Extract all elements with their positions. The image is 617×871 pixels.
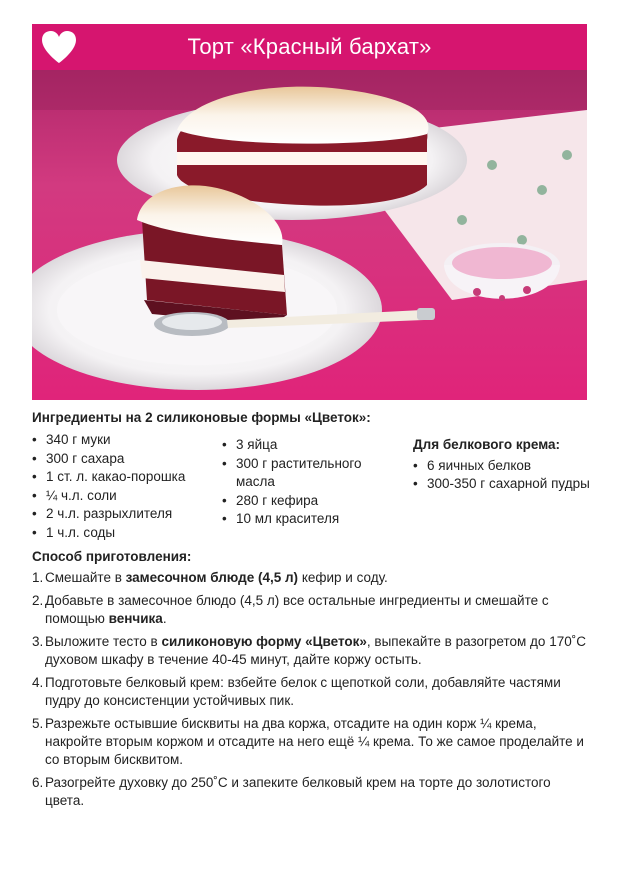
- method-steps: [32, 569, 587, 815]
- ingredients-list-1: [32, 431, 212, 542]
- list-item: • 300-350 г сахарной пудры: [413, 475, 593, 494]
- step-emphasis: силиконовую форму «Цветок»: [161, 634, 367, 649]
- list-item: • 280 г кефира: [222, 492, 397, 511]
- step-text: кефир и соду.: [298, 570, 388, 585]
- list-item: • ¼ ч.л. соли: [32, 487, 212, 506]
- list-item: • 1 ч.л. соды: [32, 524, 212, 543]
- list-item: • 6 яичных белков: [413, 457, 593, 476]
- recipe-header: [32, 24, 587, 70]
- method-step: [32, 715, 587, 769]
- step-text: .: [162, 611, 167, 626]
- list-item: • 1 ст. л. какао-порошка: [32, 468, 212, 487]
- ingredients-heading: Ингредиенты на 2 силиконовые формы «Цветок»:: [32, 410, 371, 425]
- cream-heading: Для белкового крема:: [413, 437, 561, 452]
- list-item: • 300 г сахара: [32, 450, 212, 469]
- step-number: 2.: [32, 593, 44, 608]
- method-heading: Способ приготовления:: [32, 549, 192, 564]
- step-text: Подготовьте белковый крем: взбейте белок с щепоткой соли, добавляйте частями пудру до консистенции устойчивых пик.: [45, 675, 561, 708]
- step-text: Разогрейте духовку до 250˚С и запеките белковый крем на торте до золотистого цвета.: [45, 775, 551, 808]
- list-item: • 300 г растительного масла: [222, 455, 397, 492]
- step-text: , выпекайте в разогретом до 170˚С духовом шкафу в течение 40-45 минут, дайте коржу остыть.: [45, 634, 586, 667]
- method-step: [32, 569, 587, 587]
- cake-photo: [32, 70, 587, 400]
- list-item: • 3 яйца: [222, 436, 397, 455]
- step-text: Добавьте в замесочное блюдо (4,5 л) все остальные ингредиенты и смешайте с помощью: [45, 593, 549, 626]
- step-number: 6.: [32, 775, 44, 790]
- step-text: Смешайте в: [45, 570, 126, 585]
- method-step: [32, 774, 587, 810]
- method-step: [32, 592, 587, 628]
- page-title: Торт «Красный бархат»: [187, 34, 432, 59]
- step-number: 3.: [32, 634, 44, 649]
- step-number: 5.: [32, 716, 44, 731]
- method-step: [32, 674, 587, 710]
- list-item: • 10 мл красителя: [222, 510, 397, 529]
- step-number: 1.: [32, 570, 44, 585]
- step-emphasis: венчика: [108, 611, 163, 626]
- step-number: 4.: [32, 675, 44, 690]
- method-step: [32, 633, 587, 669]
- list-item: • 2 ч.л. разрыхлителя: [32, 505, 212, 524]
- list-item: • 340 г муки: [32, 431, 212, 450]
- step-text: Выложите тесто в: [45, 634, 162, 649]
- step-text: Разрежьте остывшие бисквиты на два коржа, отсадите на один корж ¼ крема, накройте вторым коржом и отсадите на него ещё ¼ крема. То же самое проделайте и со вторым бисквитом.: [45, 716, 584, 767]
- ingredients-list-2: [222, 436, 397, 529]
- ingredients-list-3: [413, 457, 593, 494]
- step-emphasis: замесочном блюде (4,5 л): [125, 570, 299, 585]
- heart-icon: [40, 29, 78, 65]
- cream-ingredients: [413, 436, 593, 494]
